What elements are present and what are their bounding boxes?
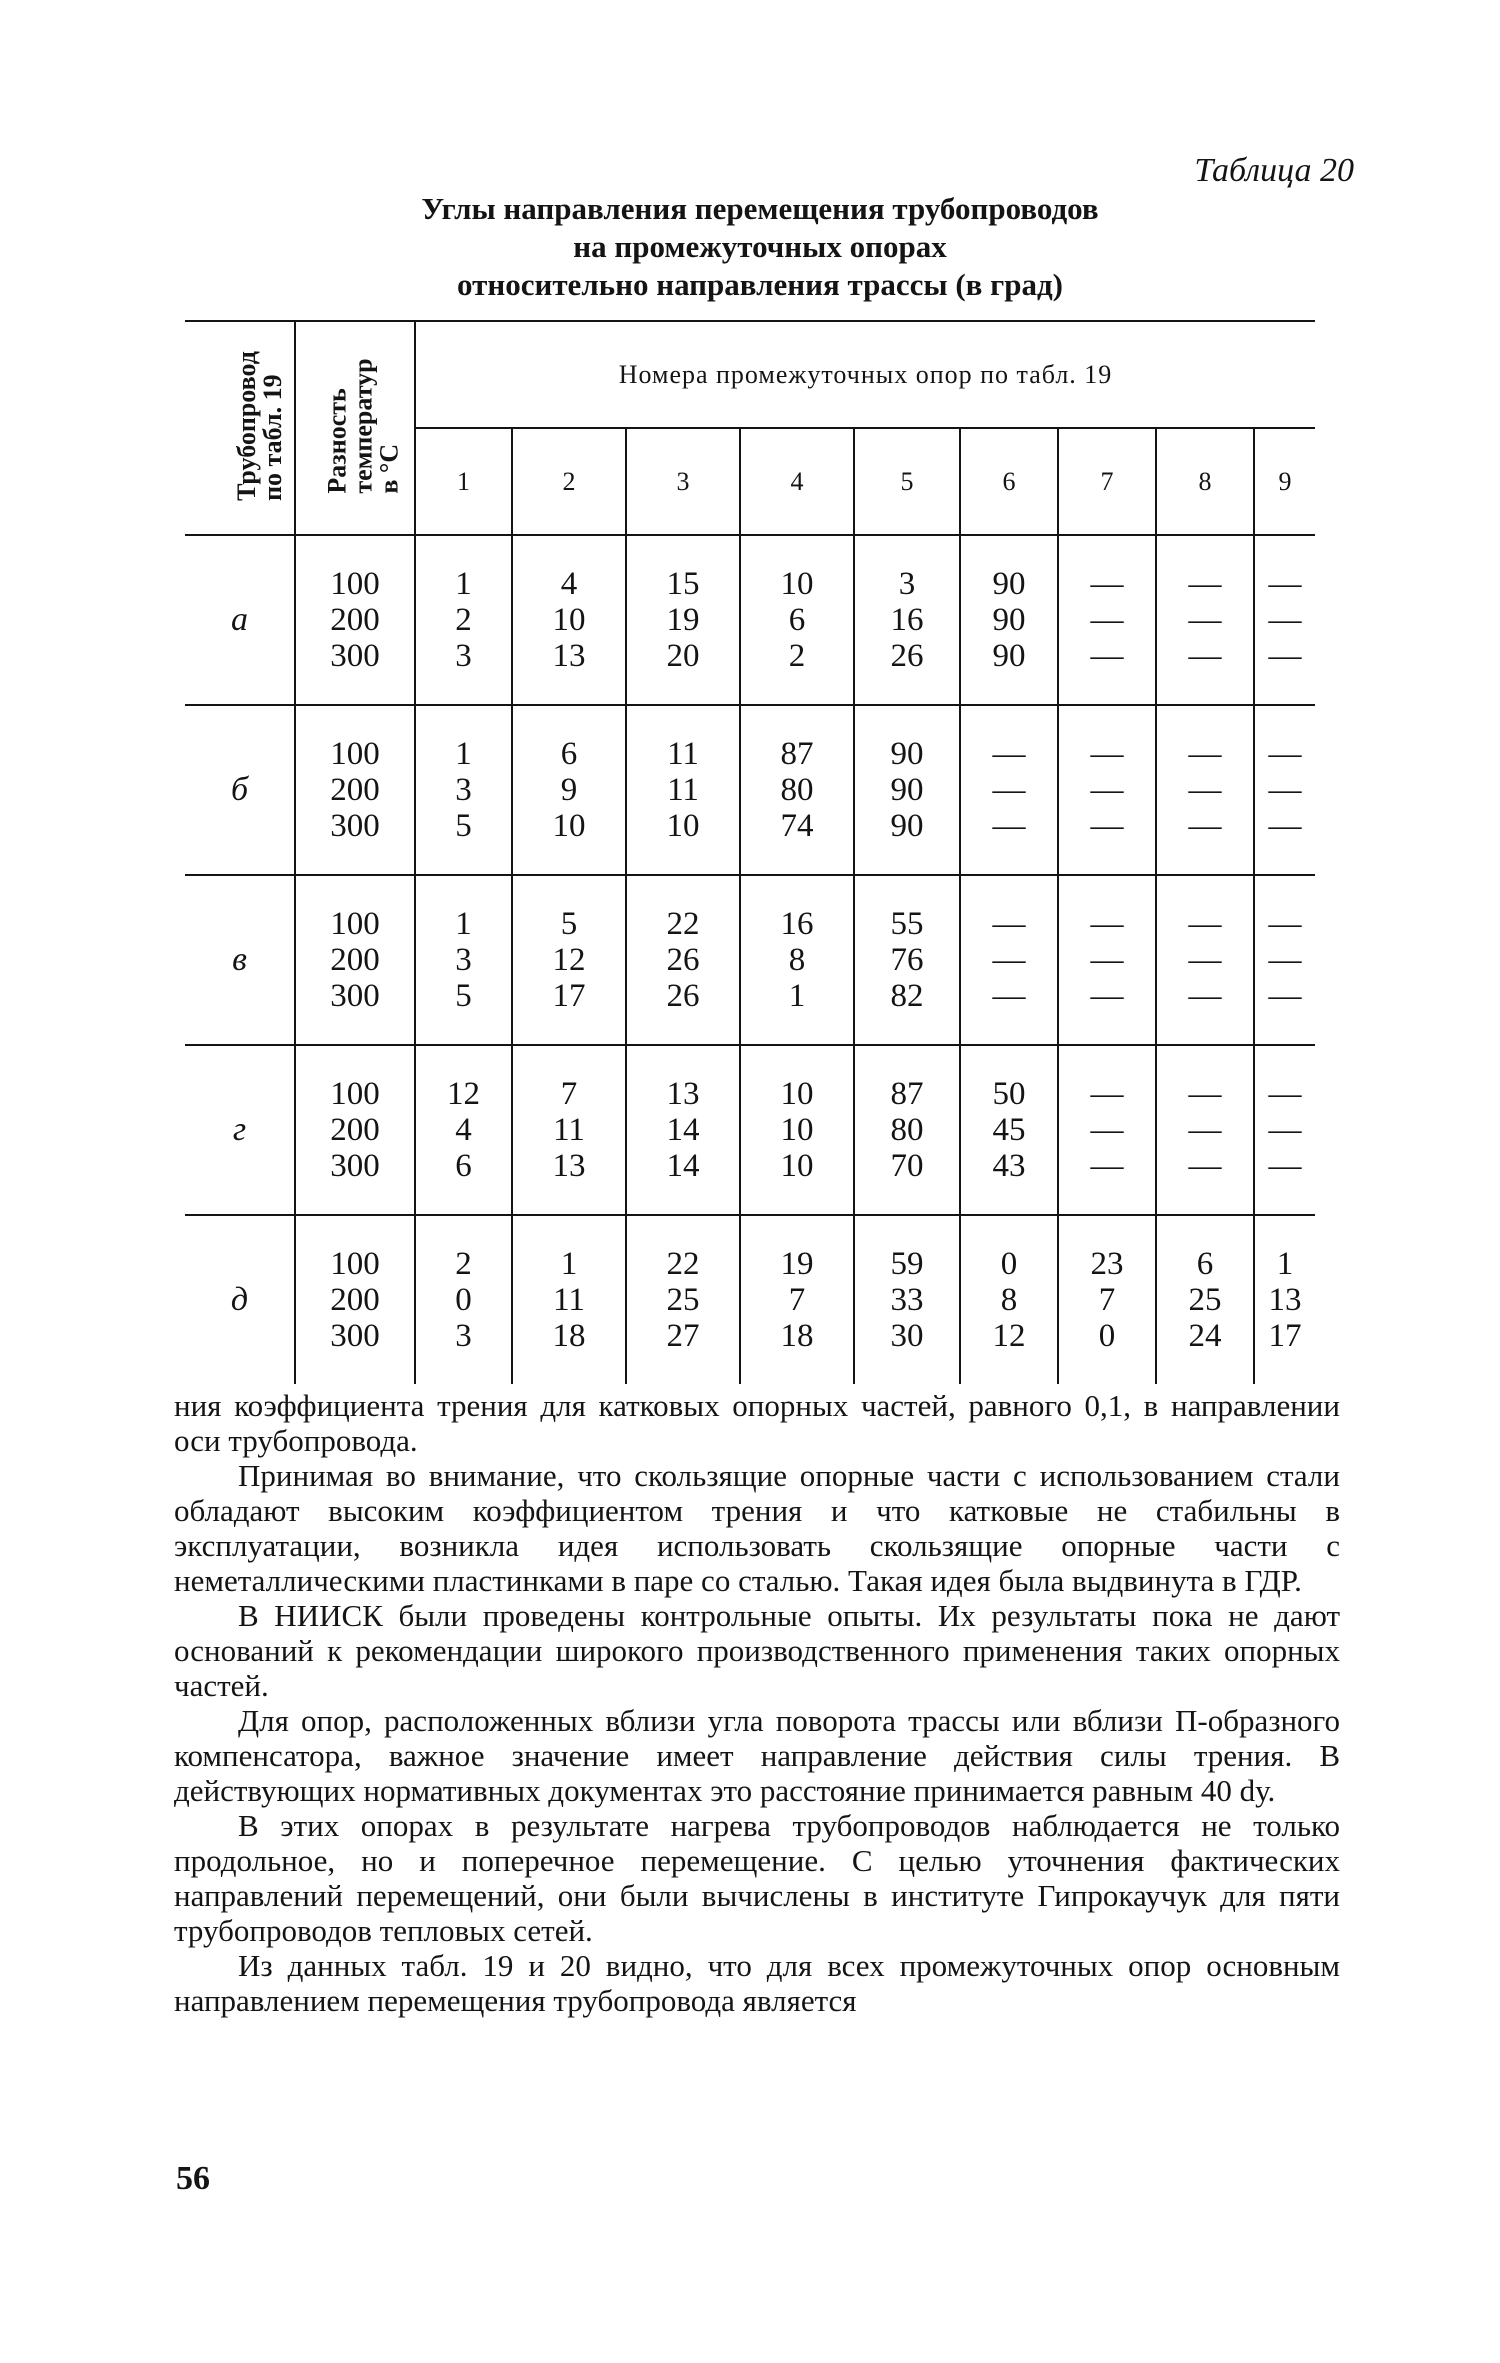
- angle-cell: [415, 705, 512, 875]
- angle-value: —: [1188, 808, 1222, 844]
- angle-value: 25: [666, 1282, 700, 1318]
- angle-value: —: [1268, 808, 1302, 844]
- pipeline-label: а: [185, 535, 295, 705]
- column-header: 9: [1254, 428, 1315, 535]
- table-row: [185, 1045, 1315, 1215]
- temperature-value: 100: [330, 566, 380, 602]
- angle-value: —: [992, 772, 1026, 808]
- angle-value: 8: [788, 942, 806, 978]
- temperature-value: 300: [330, 1318, 380, 1354]
- angle-value: 1: [788, 978, 806, 1014]
- pipeline-label: в: [185, 875, 295, 1045]
- angle-value: 55: [890, 906, 924, 942]
- angle-value: 4: [455, 1112, 472, 1148]
- angle-value: 11: [667, 772, 699, 808]
- angle-value: 13: [1268, 1282, 1302, 1318]
- angle-cell: [1254, 875, 1315, 1045]
- angle-value: 0: [1000, 1246, 1018, 1282]
- angle-value: 90: [890, 736, 924, 772]
- angle-value: 12: [552, 942, 586, 978]
- angle-cell: [1156, 535, 1254, 705]
- angle-value: 22: [666, 1246, 700, 1282]
- temperature-value: 200: [330, 772, 380, 808]
- angle-value: —: [1268, 638, 1302, 674]
- angle-value: —: [1090, 906, 1124, 942]
- angle-value: 87: [890, 1076, 924, 1112]
- angle-value: 0: [455, 1282, 472, 1318]
- angle-value: —: [1188, 978, 1222, 1014]
- angle-value: 17: [552, 978, 586, 1014]
- angles-table: [185, 320, 1315, 1384]
- paragraph: В НИИСК были проведены контрольные опыты. Их результаты пока не дают оснований к рекомендации широкого производственного применения таких опорных частей.: [174, 1598, 1340, 1703]
- pipeline-label: г: [185, 1045, 295, 1215]
- angle-value: 11: [553, 1112, 585, 1148]
- angle-value: —: [1188, 602, 1222, 638]
- angle-value: —: [1268, 1076, 1302, 1112]
- angle-value: 11: [667, 736, 699, 772]
- angle-value: 26: [890, 638, 924, 674]
- angle-value: 82: [890, 978, 924, 1014]
- temperature-value: 200: [330, 942, 380, 978]
- angle-value: 14: [666, 1148, 700, 1184]
- angle-cell: [626, 875, 740, 1045]
- temperature-value: 200: [330, 602, 380, 638]
- angle-value: —: [1188, 736, 1222, 772]
- angle-cell: [854, 1215, 960, 1384]
- angle-value: 16: [780, 906, 814, 942]
- angle-value: —: [1268, 566, 1302, 602]
- angle-value: 11: [553, 1282, 585, 1318]
- column-header: 7: [1058, 428, 1156, 535]
- angle-value: 90: [992, 566, 1026, 602]
- temperature-value: 100: [330, 906, 380, 942]
- angle-value: —: [1188, 906, 1222, 942]
- column-header: 2: [512, 428, 626, 535]
- temperature-cell: [295, 1215, 415, 1384]
- angle-value: 26: [666, 978, 700, 1014]
- angle-value: —: [1090, 602, 1124, 638]
- angle-cell: [1254, 1045, 1315, 1215]
- angle-cell: [740, 875, 854, 1045]
- angle-value: 43: [992, 1148, 1026, 1184]
- angle-value: 10: [780, 1112, 814, 1148]
- angle-value: 16: [890, 602, 924, 638]
- angle-value: —: [1090, 638, 1124, 674]
- paragraph: ния коэффициента трения для катковых опорных частей, равного 0,1, в направлении оси трубопровода.: [174, 1388, 1340, 1458]
- angle-value: 2: [455, 1246, 472, 1282]
- body-text: [174, 1388, 1340, 2018]
- angle-value: 1: [455, 566, 472, 602]
- table-title-line: на промежуточных опорах: [573, 229, 947, 264]
- table-row: [185, 1215, 1315, 1384]
- angle-value: 6: [560, 736, 578, 772]
- angle-cell: [512, 875, 626, 1045]
- angle-cell: [1156, 1215, 1254, 1384]
- angle-value: —: [992, 736, 1026, 772]
- angle-cell: [626, 535, 740, 705]
- angle-value: 50: [992, 1076, 1026, 1112]
- angle-value: 17: [1268, 1318, 1302, 1354]
- angle-value: 3: [898, 566, 916, 602]
- angle-cell: [960, 875, 1058, 1045]
- angle-cell: [512, 1215, 626, 1384]
- angle-value: 19: [666, 602, 700, 638]
- angle-value: 13: [666, 1076, 700, 1112]
- angle-value: —: [1090, 772, 1124, 808]
- angle-cell: [740, 535, 854, 705]
- angle-value: 10: [780, 1148, 814, 1184]
- angle-value: 24: [1188, 1318, 1222, 1354]
- angle-value: 3: [455, 1318, 472, 1354]
- angle-value: —: [992, 906, 1026, 942]
- angle-value: 12: [447, 1076, 480, 1112]
- angle-value: 3: [455, 772, 472, 808]
- temperature-value: 200: [330, 1112, 380, 1148]
- angle-value: 80: [780, 772, 814, 808]
- angle-value: 74: [780, 808, 814, 844]
- angle-value: 10: [780, 1076, 814, 1112]
- angle-value: 19: [780, 1246, 814, 1282]
- angle-value: 1: [560, 1246, 578, 1282]
- angle-value: 0: [1098, 1318, 1116, 1354]
- angle-value: —: [1188, 1076, 1222, 1112]
- angle-value: —: [1090, 978, 1124, 1014]
- header-temp-line: Разность: [322, 388, 352, 494]
- angle-value: 20: [666, 638, 700, 674]
- temperature-cell: [295, 875, 415, 1045]
- angle-cell: [854, 535, 960, 705]
- angle-value: 90: [890, 772, 924, 808]
- angle-value: 10: [780, 566, 814, 602]
- angle-cell: [1058, 875, 1156, 1045]
- angle-value: —: [1188, 566, 1222, 602]
- angle-value: —: [992, 808, 1026, 844]
- angle-value: 2: [788, 638, 806, 674]
- angle-value: 33: [890, 1282, 924, 1318]
- temperature-value: 300: [330, 1148, 380, 1184]
- angle-cell: [626, 1045, 740, 1215]
- angle-cell: [415, 875, 512, 1045]
- angle-value: 6: [455, 1148, 472, 1184]
- angle-value: 59: [890, 1246, 924, 1282]
- angle-value: 18: [552, 1318, 586, 1354]
- angle-value: 27: [666, 1318, 700, 1354]
- column-header: 6: [960, 428, 1058, 535]
- angle-value: 22: [666, 906, 700, 942]
- angle-cell: [854, 705, 960, 875]
- temperature-value: 100: [330, 1076, 380, 1112]
- angle-value: 5: [560, 906, 578, 942]
- angle-value: —: [1188, 1112, 1222, 1148]
- angle-value: —: [1268, 1148, 1302, 1184]
- angle-value: —: [1268, 906, 1302, 942]
- angle-cell: [1058, 535, 1156, 705]
- angle-value: 90: [992, 638, 1026, 674]
- temperature-cell: [295, 705, 415, 875]
- angle-value: 1: [455, 906, 472, 942]
- angle-value: —: [1090, 942, 1124, 978]
- angle-cell: [1058, 705, 1156, 875]
- angle-value: 23: [1090, 1246, 1124, 1282]
- paragraph: Для опор, расположенных вблизи угла поворота трассы или вблизи П-образного компенсатора, важное значение имеет направление действия силы трения. В действующих нормативных документах это расстояние принимается равным 40 dу.: [174, 1703, 1340, 1808]
- column-header: 3: [626, 428, 740, 535]
- table-title: [360, 190, 1160, 304]
- angle-cell: [1058, 1215, 1156, 1384]
- angle-value: 9: [560, 772, 578, 808]
- angle-value: 13: [552, 1148, 586, 1184]
- temperature-value: 300: [330, 638, 380, 674]
- header-pipeline-line: по табл. 19: [257, 374, 287, 501]
- temperature-value: 300: [330, 978, 380, 1014]
- angle-cell: [740, 1045, 854, 1215]
- angle-value: —: [1268, 772, 1302, 808]
- angle-value: 15: [666, 566, 700, 602]
- header-temp: [295, 321, 415, 535]
- angle-cell: [626, 1215, 740, 1384]
- angle-value: —: [1188, 638, 1222, 674]
- angle-value: —: [1090, 566, 1124, 602]
- angle-cell: [1156, 705, 1254, 875]
- angle-value: 8: [1000, 1282, 1018, 1318]
- angle-cell: [1254, 535, 1315, 705]
- angle-value: 76: [890, 942, 924, 978]
- angle-value: 1: [455, 736, 472, 772]
- angle-value: 7: [788, 1282, 806, 1318]
- header-pipeline: [185, 321, 295, 535]
- angle-value: 26: [666, 942, 700, 978]
- paragraph: Принимая во внимание, что скользящие опорные части с использованием стали обладают высоким коэффициентом трения и что катковые не стабильны в эксплуатации, возникла идея использовать скользящие опорные части с неметаллическими пластинками в паре со сталью. Такая идея была выдвинута в ГДР.: [174, 1458, 1340, 1598]
- paragraph: В этих опорах в результате нагрева трубопроводов наблюдается не только продольное, но и поперечное перемещение. С целью уточнения фактических направлений перемещений, они были вычислены в институте Гипрокаучук для пяти трубопроводов тепловых сетей.: [174, 1808, 1340, 1948]
- angle-value: 13: [552, 638, 586, 674]
- temperature-cell: [295, 1045, 415, 1215]
- angle-cell: [1254, 1215, 1315, 1384]
- angle-value: —: [1090, 1148, 1124, 1184]
- angle-value: —: [992, 978, 1026, 1014]
- angle-value: 5: [455, 808, 472, 844]
- angle-value: —: [1188, 1148, 1222, 1184]
- pipeline-label: б: [185, 705, 295, 875]
- angle-cell: [740, 705, 854, 875]
- temperature-cell: [295, 535, 415, 705]
- angle-value: 5: [455, 978, 472, 1014]
- column-header: 8: [1156, 428, 1254, 535]
- angle-value: 12: [992, 1318, 1026, 1354]
- angle-cell: [1156, 875, 1254, 1045]
- angle-value: 6: [1196, 1246, 1214, 1282]
- pipeline-label: д: [185, 1215, 295, 1384]
- angle-value: —: [1188, 772, 1222, 808]
- angle-value: —: [1268, 942, 1302, 978]
- angle-cell: [626, 705, 740, 875]
- paragraph: Из данных табл. 19 и 20 видно, что для всех промежуточных опор основным направлением перемещения трубопровода является: [174, 1948, 1340, 2018]
- table-row: [185, 875, 1315, 1045]
- angle-value: 70: [890, 1148, 924, 1184]
- angle-cell: [960, 535, 1058, 705]
- angle-value: 18: [780, 1318, 814, 1354]
- angle-value: 7: [560, 1076, 578, 1112]
- angle-value: 10: [552, 808, 586, 844]
- angle-cell: [512, 705, 626, 875]
- temperature-value: 100: [330, 736, 380, 772]
- angle-cell: [854, 1045, 960, 1215]
- angle-cell: [512, 1045, 626, 1215]
- angle-value: 3: [455, 638, 472, 674]
- angle-value: —: [992, 942, 1026, 978]
- table-row: [185, 535, 1315, 705]
- angle-value: —: [1268, 736, 1302, 772]
- angle-value: —: [1268, 978, 1302, 1014]
- angle-cell: [415, 1045, 512, 1215]
- angle-cell: [960, 1045, 1058, 1215]
- angle-cell: [1156, 1045, 1254, 1215]
- angle-cell: [740, 1215, 854, 1384]
- angle-value: 14: [666, 1112, 700, 1148]
- angle-value: 6: [788, 602, 806, 638]
- angle-value: —: [1268, 602, 1302, 638]
- header-support-numbers: Номера промежуточных опор по табл. 19: [415, 321, 1315, 428]
- temperature-value: 100: [330, 1246, 380, 1282]
- angle-value: 90: [992, 602, 1026, 638]
- angle-value: 1: [1276, 1246, 1294, 1282]
- header-temp-line: в °С: [374, 443, 404, 494]
- angle-value: —: [1090, 1076, 1124, 1112]
- page-number: 56: [176, 2160, 210, 2197]
- header-pipeline-line: Трубопровод: [231, 351, 261, 501]
- angle-value: 2: [455, 602, 472, 638]
- angle-value: —: [1188, 942, 1222, 978]
- table-row: [185, 705, 1315, 875]
- angle-value: —: [1090, 736, 1124, 772]
- angle-value: 7: [1098, 1282, 1116, 1318]
- angle-cell: [960, 705, 1058, 875]
- angle-value: 4: [560, 566, 578, 602]
- column-header: 4: [740, 428, 854, 535]
- angle-cell: [415, 535, 512, 705]
- angle-cell: [854, 875, 960, 1045]
- angle-cell: [960, 1215, 1058, 1384]
- angle-value: 90: [890, 808, 924, 844]
- angle-value: —: [1090, 1112, 1124, 1148]
- angle-value: 10: [666, 808, 700, 844]
- angle-value: 80: [890, 1112, 924, 1148]
- temperature-value: 300: [330, 808, 380, 844]
- angle-value: 10: [552, 602, 586, 638]
- angle-value: 25: [1188, 1282, 1222, 1318]
- table-title-line: Углы направления перемещения трубопроводов: [421, 191, 1099, 226]
- table-label: Таблица 20: [1194, 152, 1354, 189]
- angle-value: —: [1268, 1112, 1302, 1148]
- angle-cell: [415, 1215, 512, 1384]
- angle-cell: [1254, 705, 1315, 875]
- table-title-line: относительно направления трассы (в град): [457, 267, 1063, 302]
- angle-cell: [1058, 1045, 1156, 1215]
- column-header: 1: [415, 428, 512, 535]
- header-temp-line: температур: [348, 358, 378, 494]
- angle-value: 30: [890, 1318, 924, 1354]
- angle-value: 45: [992, 1112, 1026, 1148]
- angle-cell: [512, 535, 626, 705]
- angle-value: 3: [455, 942, 472, 978]
- column-header: 5: [854, 428, 960, 535]
- angle-value: —: [1090, 808, 1124, 844]
- temperature-value: 200: [330, 1282, 380, 1318]
- angle-value: 87: [780, 736, 814, 772]
